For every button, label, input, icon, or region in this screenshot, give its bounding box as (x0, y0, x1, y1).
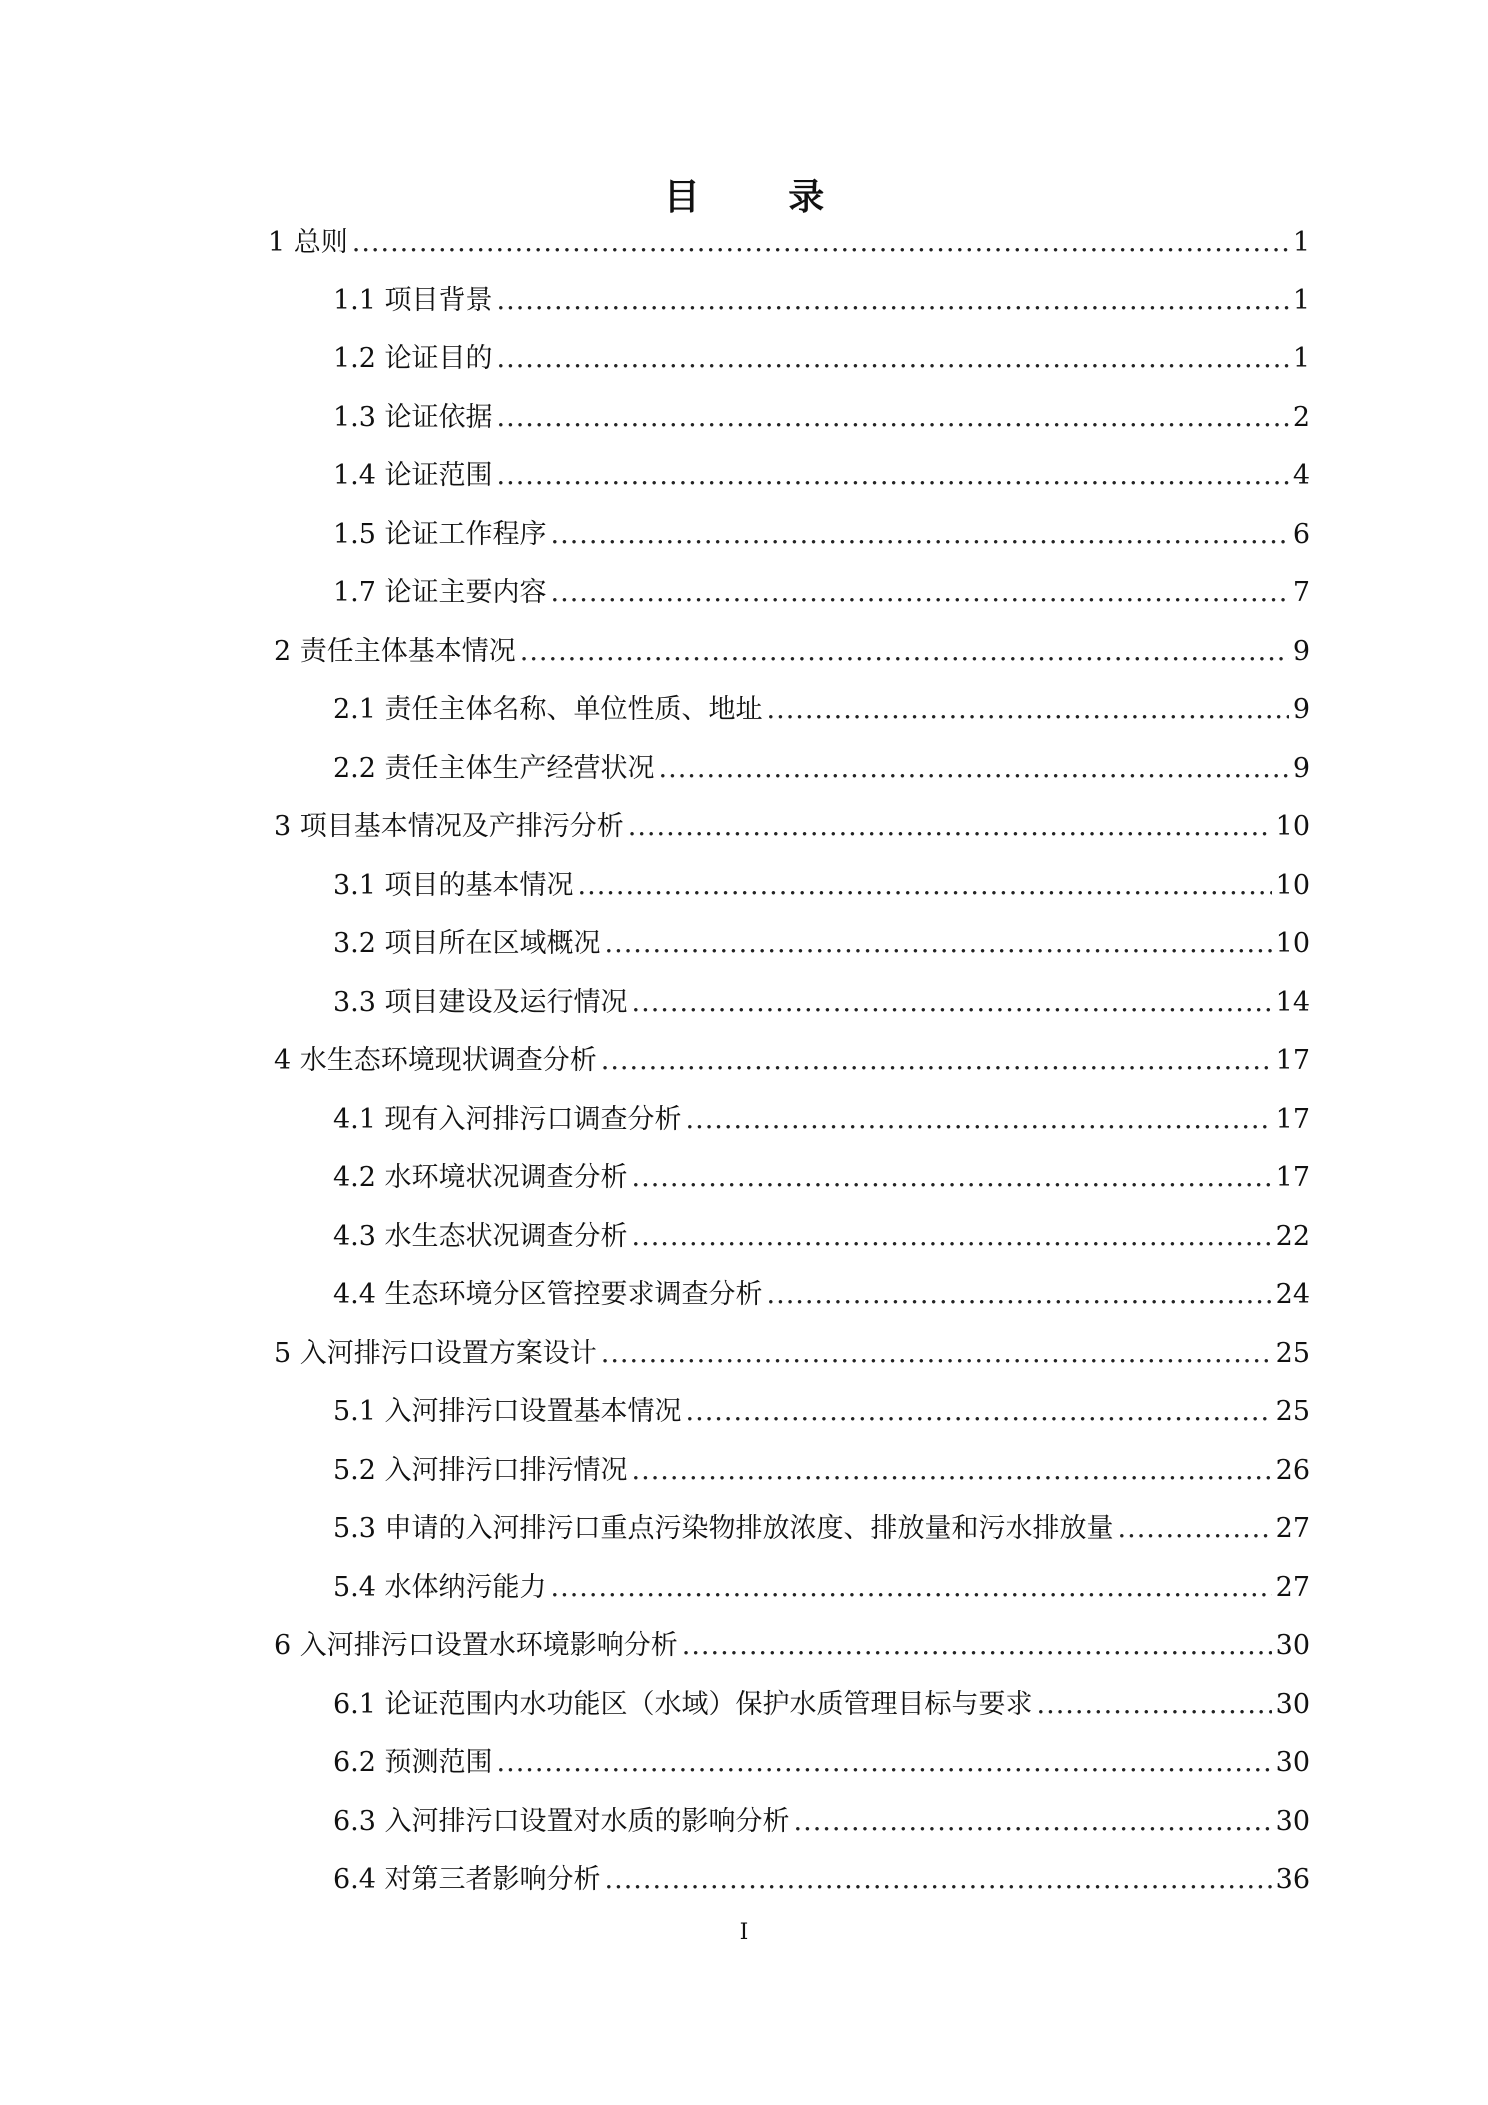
toc-entry-3[interactable] (274, 807, 1310, 847)
toc-entry-page: 22 (1275, 1221, 1310, 1252)
toc-entry-page: 26 (1275, 1455, 1310, 1486)
dot-leader (497, 339, 1289, 379)
dot-leader (601, 1334, 1272, 1374)
toc-entry-page: 1 (1292, 285, 1310, 316)
toc-entry-5-2[interactable] (333, 1451, 1310, 1491)
dot-leader (686, 1392, 1272, 1432)
page-title: 目 录 (663, 176, 863, 218)
toc-entry-1-3[interactable] (333, 398, 1310, 438)
dot-leader (352, 223, 1289, 263)
toc-entry-5[interactable] (274, 1334, 1310, 1374)
dot-leader (682, 1626, 1272, 1666)
dot-leader (601, 1041, 1272, 1081)
toc-entry-6-1[interactable] (333, 1685, 1310, 1725)
toc-entry-label: 4.4 生态环境分区管控要求调查分析 (333, 1279, 763, 1310)
toc-entry-1-2[interactable] (333, 339, 1310, 379)
toc-entry-4-4[interactable] (333, 1275, 1310, 1315)
toc-entry-label: 3.1 项目的基本情况 (333, 870, 574, 901)
toc-entry-3-3[interactable] (333, 983, 1310, 1023)
toc-entry-label: 1.3 论证依据 (333, 402, 493, 433)
toc-entry-label: 4.2 水环境状况调查分析 (333, 1162, 628, 1193)
dot-leader (659, 749, 1289, 789)
dot-leader (497, 1743, 1272, 1783)
dot-leader (632, 983, 1272, 1023)
toc-entry-page: 30 (1275, 1689, 1310, 1720)
toc-entry-6-4[interactable] (333, 1860, 1310, 1900)
toc-entry-label: 2 责任主体基本情况 (274, 636, 516, 667)
toc-entry-4-3[interactable] (333, 1217, 1310, 1257)
toc-entry-1-1[interactable] (333, 281, 1310, 321)
toc-entry-2-1[interactable] (333, 690, 1310, 730)
toc-entry-page: 7 (1292, 577, 1310, 608)
toc-entry-page: 25 (1275, 1338, 1310, 1369)
dot-leader (686, 1100, 1272, 1140)
toc-entry-page: 27 (1275, 1572, 1310, 1603)
dot-leader (520, 632, 1289, 672)
toc-entry-page: 17 (1275, 1162, 1310, 1193)
dot-leader (794, 1802, 1272, 1842)
toc-entry-1-4[interactable] (333, 456, 1310, 496)
toc-entry-page: 14 (1275, 987, 1310, 1018)
dot-leader (767, 690, 1289, 730)
toc-entry-page: 27 (1275, 1513, 1310, 1544)
dot-leader (551, 573, 1289, 613)
toc-entry-label: 3 项目基本情况及产排污分析 (274, 811, 624, 842)
toc-entry-6[interactable] (274, 1626, 1310, 1666)
toc-entry-3-2[interactable] (333, 924, 1310, 964)
dot-leader (497, 281, 1289, 321)
toc-entry-5-1[interactable] (333, 1392, 1310, 1432)
toc-entry-3-1[interactable] (333, 866, 1310, 906)
toc-entry-label: 6.1 论证范围内水功能区（水域）保护水质管理目标与要求 (333, 1689, 1033, 1720)
toc-entry-label: 1.4 论证范围 (333, 460, 493, 491)
toc-entry-label: 5.3 申请的入河排污口重点污染物排放浓度、排放量和污水排放量 (333, 1513, 1114, 1544)
toc-entry-page: 1 (1292, 343, 1310, 374)
toc-entry-label: 2.1 责任主体名称、单位性质、地址 (333, 694, 763, 725)
dot-leader (628, 807, 1272, 847)
toc-entry-page: 17 (1275, 1104, 1310, 1135)
toc-entry-page: 9 (1292, 753, 1310, 784)
dot-leader (578, 866, 1272, 906)
toc-entry-label: 1 总则 (268, 227, 348, 258)
toc-entry-4-1[interactable] (333, 1100, 1310, 1140)
dot-leader (632, 1217, 1272, 1257)
dot-leader (551, 1568, 1272, 1608)
toc-entry-label: 4 水生态环境现状调查分析 (274, 1045, 597, 1076)
toc-entry-2[interactable] (274, 632, 1310, 672)
toc-entry-page: 24 (1275, 1279, 1310, 1310)
toc-entry-2-2[interactable] (333, 749, 1310, 789)
toc-entry-5-4[interactable] (333, 1568, 1310, 1608)
toc-entry-label: 5.1 入河排污口设置基本情况 (333, 1396, 682, 1427)
toc-entry-5-3[interactable] (333, 1509, 1310, 1549)
toc-entry-6-3[interactable] (333, 1802, 1310, 1842)
toc-entry-label: 5.4 水体纳污能力 (333, 1572, 547, 1603)
toc-entry-page: 4 (1292, 460, 1310, 491)
toc-entry-label: 1.2 论证目的 (333, 343, 493, 374)
toc-entry-page: 17 (1275, 1045, 1310, 1076)
toc-entry-label: 1.7 论证主要内容 (333, 577, 547, 608)
page-number-footer: I (739, 1920, 749, 1945)
toc-entry-page: 30 (1275, 1806, 1310, 1837)
toc-entry-label: 6 入河排污口设置水环境影响分析 (274, 1630, 678, 1661)
toc-entry-6-2[interactable] (333, 1743, 1310, 1783)
toc-entry-page: 9 (1292, 636, 1310, 667)
toc-entry-page: 6 (1292, 519, 1310, 550)
toc-entry-page: 30 (1275, 1630, 1310, 1661)
dot-leader (605, 924, 1272, 964)
dot-leader (632, 1158, 1272, 1198)
toc-entry-page: 10 (1275, 928, 1310, 959)
dot-leader (497, 456, 1289, 496)
dot-leader (551, 515, 1289, 555)
toc-entry-page: 36 (1275, 1864, 1310, 1895)
dot-leader (1037, 1685, 1272, 1725)
toc-entry-page: 9 (1292, 694, 1310, 725)
toc-entry-label: 4.1 现有入河排污口调查分析 (333, 1104, 682, 1135)
toc-entry-page: 25 (1275, 1396, 1310, 1427)
toc-entry-label: 1.5 论证工作程序 (333, 519, 547, 550)
toc-entry-page: 30 (1275, 1747, 1310, 1778)
dot-leader (767, 1275, 1272, 1315)
toc-entry-label: 6.4 对第三者影响分析 (333, 1864, 601, 1895)
toc-entry-4-2[interactable] (333, 1158, 1310, 1198)
toc-entry-page: 10 (1275, 870, 1310, 901)
toc-entry-label: 1.1 项目背景 (333, 285, 493, 316)
toc-entry-page: 10 (1275, 811, 1310, 842)
toc-entry-1[interactable] (268, 223, 1310, 263)
toc-entry-label: 3.2 项目所在区域概况 (333, 928, 601, 959)
toc-entry-page: 2 (1292, 402, 1310, 433)
toc-entry-page: 1 (1292, 227, 1310, 258)
toc-entry-label: 3.3 项目建设及运行情况 (333, 987, 628, 1018)
dot-leader (497, 398, 1289, 438)
toc-entry-1-7[interactable] (333, 573, 1310, 613)
dot-leader (632, 1451, 1272, 1491)
toc-entry-label: 4.3 水生态状况调查分析 (333, 1221, 628, 1252)
dot-leader (605, 1860, 1272, 1900)
toc-entry-label: 5.2 入河排污口排污情况 (333, 1455, 628, 1486)
toc-entry-1-5[interactable] (333, 515, 1310, 555)
toc-entry-label: 5 入河排污口设置方案设计 (274, 1338, 597, 1369)
toc-entry-label: 6.2 预测范围 (333, 1747, 493, 1778)
dot-leader (1118, 1509, 1272, 1549)
toc-entry-label: 6.3 入河排污口设置对水质的影响分析 (333, 1806, 790, 1837)
toc-entry-4[interactable] (274, 1041, 1310, 1081)
toc-entry-label: 2.2 责任主体生产经营状况 (333, 753, 655, 784)
